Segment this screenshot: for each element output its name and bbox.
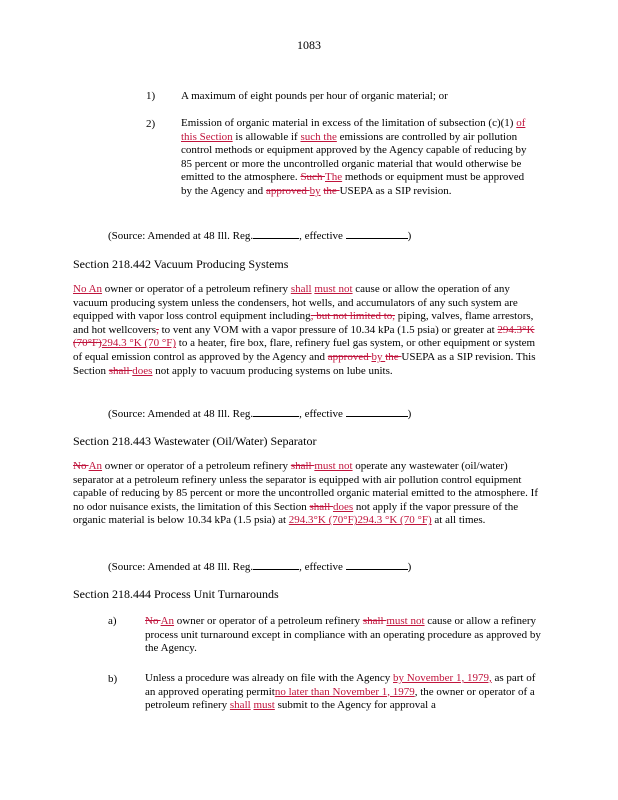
- section-443-heading: Section 218.443 Wastewater (Oil/Water) Separator: [73, 434, 317, 448]
- section-442-heading: Section 218.442 Vacuum Producing Systems: [73, 257, 289, 271]
- section-443-body: No An owner or operator of a petroleum refinery shall must not operate any wastewater (oil/water) separator at a petroleum refinery unless the separator is equipped with air pollution control equipment capable of reducing by 85 percent or more the uncontrolled organic material emitted to the atmosphere. If no odor nuisance exists, the limitation of this Section shall does not apply if the vapor pressure of the organic material is below 10.34 kPa (1.5 psia) at 294.3°K (70°F)294.3 °K (70 °F) at all times.: [73, 460, 538, 527]
- page-number: 1083: [297, 38, 321, 52]
- subsection-b-label: b): [108, 673, 118, 685]
- section-444-heading: Section 218.444 Process Unit Turnarounds: [73, 587, 279, 601]
- source-note-2: (Source: Amended at 48 Ill. Reg. , effective ): [108, 408, 412, 420]
- subsection-a-text: No An owner or operator of a petroleum refinery shall must not cause or allow a refinery process unit turnaround except in compliance with an operating procedure as approved by the Agency.: [145, 615, 541, 655]
- section-442-body: No An owner or operator of a petroleum refinery shall must not cause or allow the operation of any vacuum producing system unless the condensers, hot wells, and accumulators of any such system are equipped with vapor loss control equipment including, but not limited to, piping, valves, flame arrestors, and hot wellcovers, to vent any VOM with a vapor pressure of 10.34 kPa (1.5 psia) or greater at 294.3°K (70°F)294.3 °K (70 °F) to a heater, fire box, flare, refinery fuel gas system, or other equipment or system of equal emission control as approved by the Agency and approved by the USEPA as a SIP revision. This Section shall does not apply to vacuum producing systems on lube units.: [73, 283, 536, 377]
- subsection-b-text: Unless a procedure was already on file with the Agency by November 1, 1979, as part of an approved operating permitno later than November 1, 1979, the owner or operator of a petroleum refinery shall must submit to the Agency for approval a: [145, 672, 536, 712]
- item-1-text: A maximum of eight pounds per hour of organic material; or: [181, 90, 448, 102]
- item-2-number: 2): [146, 118, 156, 130]
- source-note-3: (Source: Amended at 48 Ill. Reg. , effective ): [108, 561, 412, 573]
- item-2-text: Emission of organic material in excess of the limitation of subsection (c)(1) of this Section is allowable if such the emissions are controlled by air pollution control methods or equipment approved by the Agency capable of reducing by 85 percent or more the uncontrolled organic material that would otherwise be emitted to the atmosphere. Such The methods or equipment must be approved by the Agency and approved by the USEPA as a SIP revision.: [181, 117, 527, 197]
- item-1-number: 1): [146, 90, 156, 102]
- subsection-a-label: a): [108, 615, 117, 627]
- source-note-1: (Source: Amended at 48 Ill. Reg. , effective ): [108, 230, 412, 242]
